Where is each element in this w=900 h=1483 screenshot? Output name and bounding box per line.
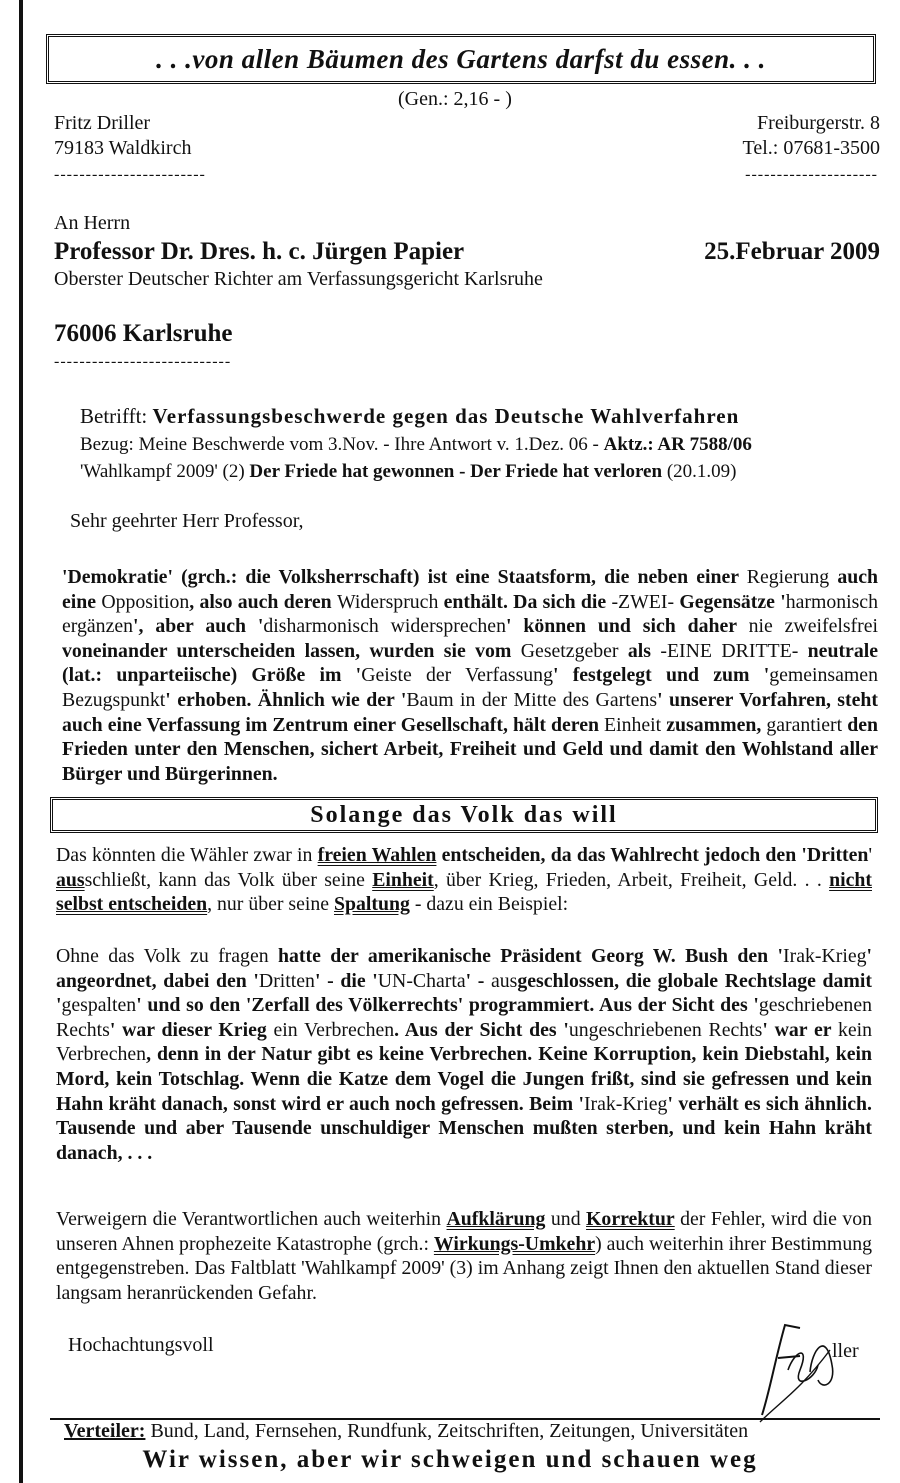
emphasized-term: den Frieden unter den Menschen, sichert Arbeit, Freiheit und Geld und damit den Wohlstand aller Bürger und Bürgerinnen. [62, 713, 878, 785]
recipient-name: Professor Dr. Dres. h. c. Jürgen Papier [54, 238, 465, 265]
emphasized-term: ' angeordnet, dabei den ' [56, 945, 873, 992]
underlined-term: nicht selbst entscheiden [56, 868, 872, 916]
motto-box [46, 34, 876, 84]
subject-text: Verfassungsbeschwerde gegen das Deutsche Wahlverfahren [152, 404, 740, 428]
paragraph-text: Dritten [258, 969, 315, 992]
emphasized-term: als [618, 639, 661, 662]
emphasized-term: . Aus der Sicht des ' [394, 1018, 569, 1041]
distribution-list: Bund, Land, Fernsehen, Rundfunk, Zeitschriften, Zeitungen, Universitäten [150, 1420, 749, 1442]
campaign-line [80, 461, 736, 483]
paragraph-text: , nur über seine [207, 893, 335, 916]
emphasized-term: Dritten [806, 844, 869, 866]
emphasized-term: enthält. Da sich die [438, 590, 612, 613]
emphasized-term: ' erhoben. Ähnlich wie der ' [165, 688, 407, 711]
paragraph-text: disharmonisch widersprechen [263, 615, 506, 638]
underlined-term: Korrektur [586, 1208, 675, 1230]
paragraph-text: garantiert [766, 713, 843, 736]
underlined-term: Aufklärung [446, 1208, 546, 1230]
closing-phrase: Hochachtungsvoll [68, 1334, 214, 1356]
emphasized-term: entscheiden, da das Wahlrecht jedoch den ' [436, 844, 807, 866]
paragraph-text: ' [868, 844, 873, 866]
sender-city: 79183 Waldkirch [54, 137, 192, 159]
recipient-rule: ---------------------------- [54, 353, 232, 370]
emphasized-term: , denn in der Natur gibt es keine Verbrechen. Keine Korruption, kein Diebstahl, kein Mord, kein Totschlag. Wenn die Katze dem Vogel die Jungen frißt, sind sie gefressen und kein Hahn kräht danach, sonst wird er auch noch gefressen. Beim ' [56, 1043, 872, 1115]
underlined-term: freien Wahlen [317, 844, 437, 866]
recipient-salutation: An Herrn [54, 212, 131, 234]
reference-text: Bezug: Meine Beschwerde vom 3.Nov. - Ihre Antwort v. 1.Dez. 06 - [80, 434, 599, 455]
section-title: Solange das Volk das will [310, 801, 618, 828]
paragraph-iraq-war [56, 944, 872, 1165]
emphasized-term: ' - die ' [314, 969, 378, 992]
underlined-term: aus [56, 868, 85, 891]
emphasized-term: hatte der amerikanische Präsident Georg W. Bush den ' [268, 945, 784, 967]
motto: . . .von allen Bäumen des Gartens darfst du essen. . . [156, 43, 766, 74]
emphasized-term: ' festgelegt und zum ' [552, 664, 770, 687]
paragraph-text: harmonisch ergänzen [62, 590, 878, 638]
paragraph-text: -ZWEI- [611, 590, 675, 613]
paragraph-text: Opposition [101, 590, 190, 613]
handwritten-signature [740, 1310, 880, 1430]
campaign-headline: Der Friede hat gewonnen - Der Friede hat verloren [249, 461, 663, 482]
signature-drawing [740, 1310, 880, 1430]
paragraph-text: Irak-Krieg [583, 1092, 668, 1115]
reference-line [80, 434, 752, 456]
paragraph-text: , über Krieg, Frieden, Arbeit, Freiheit, Geld. . . [433, 868, 830, 891]
paragraph-text: der Fehler, wird die von unseren Ahnen prophezeite Katastrophe (grch.: [56, 1208, 873, 1255]
emphasized-term: auch eine [62, 566, 878, 613]
paragraph-text: Geiste der Verfassung [361, 664, 553, 687]
paragraph-text: UN-Charta [377, 969, 466, 992]
underlined-term: Einheit [372, 868, 434, 891]
emphasized-term: (grch.: die Volksherrschaft) ist eine Staatsform, die neben einer [172, 566, 747, 588]
paragraph-text: Das könnten die Wähler zwar in [56, 844, 318, 866]
paragraph-text: Gesetzgeber [520, 639, 619, 662]
sender-rule-right: --------------------- [745, 166, 878, 183]
emphasized-term: , also auch deren [189, 590, 337, 613]
emphasized-term: Gegensätze ' [674, 590, 786, 613]
campaign-ref: 'Wahlkampf 2009' (2) [80, 461, 245, 482]
paragraph-text: gespalten [61, 994, 137, 1017]
paragraph-elections [56, 843, 872, 917]
paragraph-text: Regierung [746, 566, 830, 588]
recipient-title: Oberster Deutscher Richter am Verfassungsgericht Karlsruhe [54, 268, 543, 290]
left-margin-rule [19, 0, 23, 1483]
emphasized-term: ', aber auch ' [133, 615, 264, 638]
sender-phone: Tel.: 07681-3500 [742, 137, 880, 159]
paragraph-text: schließt, kann das Volk über seine [84, 868, 373, 891]
paragraph-text: Verweigern die Verantwortlichen auch weiterhin [56, 1208, 447, 1230]
section-box [50, 797, 878, 833]
greeting: Sehr geehrter Herr Professor, [70, 510, 304, 532]
paragraph-text: und [545, 1208, 587, 1230]
paragraph-text: ungeschriebenen Rechts [568, 1018, 763, 1041]
emphasized-term: ' unserer Vorfahren, steht auch eine Verfassung im Zentrum einer Gesellschaft, hält deren [62, 688, 878, 736]
signature-text: ller [832, 1340, 859, 1362]
sender-name: Fritz Driller [54, 112, 151, 134]
paragraph-text: Irak-Krieg [783, 945, 867, 967]
paragraph-text: gemeinsamen Bezugspunkt [62, 664, 878, 711]
letter-date: 25.Februar 2009 [704, 238, 880, 265]
paragraph-text: - dazu ein Beispiel: [409, 893, 569, 916]
emphasized-term: ' - [465, 969, 492, 992]
emphasized-term: 'Demokratie' [62, 566, 173, 588]
paragraph-text: Baum in der Mitte des Gartens [406, 688, 658, 711]
sender-rule-left: ------------------------ [54, 166, 206, 183]
paragraph-text: ein Verbrechen [273, 1018, 395, 1041]
emphasized-term: ' können und sich daher [505, 615, 749, 638]
paragraph-text: nie zweifelsfrei [748, 615, 879, 638]
distribution-line [64, 1420, 748, 1443]
emphasized-term: ' verhält es sich ähnlich. Tausende und aber Tausende unschuldiger Menschen mußten sterben, und kein Hahn kräht danach, . . . [56, 1092, 872, 1164]
emphasized-term: ' und so den 'Zerfall des Völkerrechts' programmiert. Aus der Sicht des ' [136, 994, 759, 1017]
emphasized-term: geschlossen, die globale Rechtslage damit ' [56, 969, 872, 1017]
paragraph-closing [56, 1207, 872, 1305]
file-number: Aktz.: AR 7588/06 [603, 434, 752, 455]
paragraph-text: Widerspruch [336, 590, 439, 613]
recipient-city: 76006 Karlsruhe [54, 320, 233, 347]
emphasized-term: voneinander unterscheiden lassen, wurden sie vom [62, 639, 521, 662]
paragraph-text: kein Verbrechen [56, 1018, 873, 1066]
emphasized-term: zusammen, [661, 713, 767, 736]
paragraph-text: Ohne das Volk zu fragen [56, 945, 269, 967]
paragraph-text: aus [491, 969, 518, 992]
emphasized-term: ' war dieser Krieg [109, 1018, 274, 1041]
motto-reference: (Gen.: 2,16 - ) [398, 88, 512, 110]
underlined-term: Spaltung [334, 893, 410, 916]
closing-slogan: Wir wissen, aber wir schweigen und schauen weg [142, 1446, 758, 1473]
sender-street: Freiburgerstr. 8 [757, 112, 880, 134]
underlined-term: Wirkungs-Umkehr [433, 1232, 596, 1255]
paragraph-text: Einheit [604, 713, 662, 736]
paragraph-text: geschriebenen Rechts [56, 994, 872, 1041]
distribution-label: Verteiler: [64, 1420, 146, 1442]
emphasized-term: ' war er [762, 1018, 838, 1041]
paragraph-text: -EINE DRITTE- [660, 639, 799, 662]
paragraph-text: ) auch weiterhin ihrer Bestimmung entgegenstreben. Das Faltblatt 'Wahlkampf 2009' (3) im Anhang zeigt Ihnen den aktuellen Stand dieser langsam heranrückenden Gefahr. [56, 1232, 872, 1304]
subject-line [80, 404, 739, 429]
campaign-date: (20.1.09) [666, 461, 737, 482]
emphasized-term: neutrale (lat.: unparteiische) Größe im ' [62, 639, 878, 687]
subject-label: Betrifft: [80, 404, 148, 428]
paragraph-democracy [62, 565, 878, 786]
